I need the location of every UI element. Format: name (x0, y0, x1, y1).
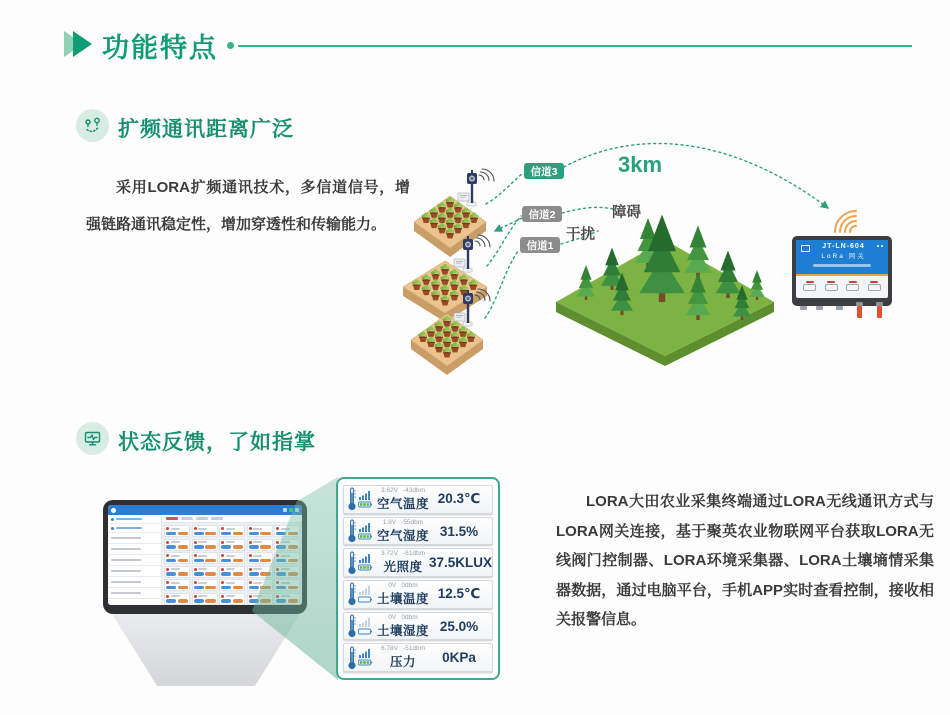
gateway-faceplate (796, 240, 888, 298)
section2-paragraph: LORA大田农业采集终端通过LORA无线通讯方式与LORA网关连接，基于聚英农业物联网平台获取LORA无线阀门控制器、LORA环境采集器、LORA土壤墒情采集器数据，通过电脑平台，手机APP实时查看控制，接收相关报警信息。 (556, 493, 934, 628)
thermometer-icon (347, 519, 357, 543)
gateway-connector (836, 306, 843, 310)
sensor-icons (347, 614, 377, 638)
sensor-row (343, 485, 493, 514)
interference-label: 干扰 (566, 227, 595, 243)
sensor-value: 25.0% (439, 618, 479, 634)
gateway-display-icon (801, 245, 810, 252)
gateway-name: LoRa 网关 (821, 253, 866, 260)
sensor-value: 20.3℃ (437, 491, 481, 507)
sensor-row (343, 643, 493, 672)
sensor-label: 光照度 (383, 560, 423, 575)
sensor-voltage: 3.62V (380, 486, 398, 494)
dashboard-sidebar (108, 515, 162, 605)
thermometer-icon (347, 614, 357, 638)
title-rule-dot (227, 42, 234, 49)
page-title: 功能特点 (102, 33, 218, 63)
sensor-signal: -51dbm (402, 645, 426, 653)
sensor-voltage: 0V (388, 581, 397, 589)
sensor-label: 空气湿度 (377, 528, 430, 543)
sensor-voltage: 6.78V (380, 645, 398, 653)
dashboard-logo (111, 508, 116, 513)
gateway-leds (877, 245, 883, 247)
thermometer-icon (347, 487, 357, 511)
channel2-badge: 信道2 (522, 206, 562, 222)
gateway-ports (796, 276, 888, 296)
dashboard-tabs (162, 515, 302, 523)
sensor-label: 空气温度 (377, 496, 430, 511)
title-arrow-icon (73, 31, 92, 57)
section1-paragraph: 采用LORA扩频通讯技术，多信道信号，增强链路通讯稳定性，增加穿透性和传输能力。 (86, 179, 410, 233)
gateway-wifi-icon (835, 211, 856, 232)
battery-icon (358, 628, 372, 635)
sensor-icons (347, 551, 377, 575)
obstacle-label: 障碍 (612, 205, 641, 221)
gateway-model: JT-LN-604 (822, 243, 865, 250)
sensor-signal: 0dbm (401, 613, 418, 621)
sensor-icons (347, 519, 377, 543)
battery-icon (358, 564, 372, 571)
channel1-badge: 信道1 (520, 237, 560, 253)
signal-bars-icon (359, 586, 371, 595)
gateway-connector (816, 306, 823, 310)
sensor-signal: -55dbm (401, 518, 424, 526)
sensor-value: 0KPa (442, 650, 476, 666)
battery-icon (358, 659, 372, 666)
antenna-connector-icon (857, 306, 862, 318)
sensor-icons (347, 646, 377, 670)
monitor-pulse-icon (76, 422, 109, 455)
sensor-signal: -61dbm (402, 550, 426, 558)
sensor-panel (336, 477, 500, 680)
sensor-row (343, 517, 493, 546)
field-sensor-icon (458, 169, 494, 206)
antenna-connector-icon (877, 306, 882, 318)
sensor-label: 压力 (389, 655, 416, 670)
signal-bars-icon (359, 491, 371, 500)
sensor-signal: 0dbm (401, 581, 418, 589)
section2-heading: 状态反馈，了如指掌 (118, 431, 316, 454)
distance-label: 3km (618, 152, 663, 177)
thermometer-icon (347, 646, 357, 670)
sensor-voltage: 3.72V (380, 550, 398, 558)
dashboard-topbar (108, 505, 302, 515)
signal-bars-icon (359, 618, 371, 627)
battery-icon (358, 596, 372, 603)
sensor-row (343, 580, 493, 609)
map-pin-icon (76, 109, 109, 142)
sensor-voltage: 0V (388, 613, 397, 621)
sensor-row (343, 612, 493, 641)
gateway-caption-bar (813, 264, 870, 267)
sensor-value: 31.5% (439, 523, 479, 539)
signal-bars-icon (359, 554, 371, 563)
thermometer-icon (347, 582, 357, 606)
sensor-label: 土壤温度 (377, 591, 430, 606)
section1-heading: 扩频通讯距离广泛 (118, 118, 294, 141)
battery-icon (358, 533, 372, 540)
sensor-value: 37.5KLUX (429, 555, 493, 571)
signal-bars-icon (359, 523, 371, 532)
sensor-voltage: 1.8V (382, 518, 397, 526)
gateway-connector (800, 306, 807, 310)
farm-plot-2 (403, 261, 487, 322)
sensor-icons (347, 582, 377, 606)
signal-bars-icon (359, 649, 371, 658)
battery-icon (358, 501, 372, 508)
dashboard-button (283, 508, 287, 512)
channel3-badge: 信道3 (524, 163, 564, 179)
sensor-row (343, 548, 493, 577)
sensor-label: 土壤湿度 (377, 623, 430, 638)
title-rule-line (238, 45, 912, 47)
lora-gateway-device (792, 236, 892, 306)
sensor-value: 12.5℃ (437, 586, 481, 602)
thermometer-icon (347, 551, 357, 575)
sensor-icons (347, 487, 377, 511)
dashboard-button (289, 508, 293, 512)
sensor-signal: -43dbm (402, 486, 426, 494)
